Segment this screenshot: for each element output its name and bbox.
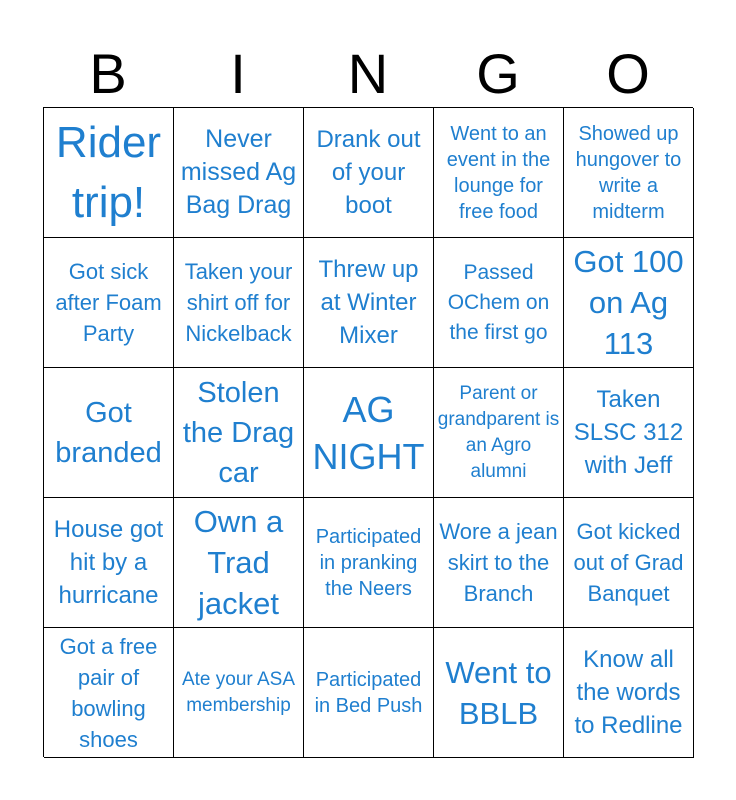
- bingo-cell[interactable]: [44, 108, 174, 238]
- bingo-header: [43, 40, 693, 108]
- bingo-cell[interactable]: [434, 238, 564, 368]
- bingo-cell[interactable]: [564, 628, 694, 758]
- bingo-cell[interactable]: [304, 498, 434, 628]
- header-letter-g: G: [476, 42, 520, 105]
- bingo-cell[interactable]: [44, 238, 174, 368]
- cell-text: Never missed Ag Bag Drag: [180, 125, 297, 219]
- cell-text: Got 100 on Ag 113: [573, 244, 684, 361]
- cell-text: Got sick after Foam Party: [55, 259, 162, 346]
- cell-text: Taken SLSC 312 with Jeff: [573, 386, 684, 479]
- cell-text: Participated in Bed Push: [314, 668, 423, 717]
- cell-text: Passed OChem on the first go: [447, 260, 550, 344]
- bingo-cell[interactable]: [564, 368, 694, 498]
- cell-text: Own a Trad jacket: [193, 504, 284, 621]
- cell-text: Taken your shirt off for Nickelback: [184, 259, 293, 346]
- bingo-cell[interactable]: [304, 238, 434, 368]
- cell-text: Stolen the Drag car: [182, 376, 295, 489]
- bingo-cell[interactable]: [304, 628, 434, 758]
- bingo-cell[interactable]: [564, 108, 694, 238]
- cell-text: Rider trip!: [55, 117, 162, 227]
- bingo-card: [43, 107, 693, 757]
- cell-text: Participated in pranking the Neers: [315, 525, 422, 600]
- cell-text: Parent or grandparent is an Agro alumni: [437, 382, 560, 482]
- bingo-cell[interactable]: [174, 108, 304, 238]
- bingo-cell[interactable]: [174, 498, 304, 628]
- bingo-cell[interactable]: [564, 498, 694, 628]
- bingo-cell[interactable]: [304, 368, 434, 498]
- bingo-cell[interactable]: [564, 238, 694, 368]
- cell-text: Know all the words to Redline: [574, 646, 683, 739]
- bingo-cell[interactable]: [434, 368, 564, 498]
- bingo-cell[interactable]: [174, 628, 304, 758]
- bingo-cell[interactable]: [44, 498, 174, 628]
- cell-text: Showed up hungover to write a midterm: [575, 122, 682, 223]
- cell-text: Got a free pair of bowling shoes: [59, 633, 158, 752]
- bingo-cell[interactable]: [304, 108, 434, 238]
- cell-text: Got kicked out of Grad Banquet: [573, 519, 684, 606]
- bingo-cell[interactable]: [174, 368, 304, 498]
- cell-text: Got branded: [55, 396, 162, 469]
- bingo-cell[interactable]: [174, 238, 304, 368]
- bingo-cell[interactable]: [434, 498, 564, 628]
- bingo-cell[interactable]: [434, 628, 564, 758]
- cell-text: Wore a jean skirt to the Branch: [439, 519, 558, 606]
- cell-text: House got hit by a hurricane: [53, 516, 164, 609]
- cell-text: Ate your ASA membership: [181, 668, 295, 716]
- bingo-cell[interactable]: [44, 628, 174, 758]
- header-letter-b: B: [89, 42, 127, 105]
- cell-text: Threw up at Winter Mixer: [318, 256, 419, 349]
- header-letter-i: I: [230, 42, 246, 105]
- cell-text: Went to BBLB: [445, 654, 552, 731]
- cell-text: Drank out of your boot: [316, 126, 421, 219]
- header-letter-o: O: [606, 42, 650, 105]
- cell-text: AG NIGHT: [312, 388, 425, 477]
- cell-text: Went to an event in the lounge for free food: [446, 122, 551, 223]
- header-letter-n: N: [347, 42, 389, 105]
- bingo-cell[interactable]: [434, 108, 564, 238]
- bingo-cell[interactable]: [44, 368, 174, 498]
